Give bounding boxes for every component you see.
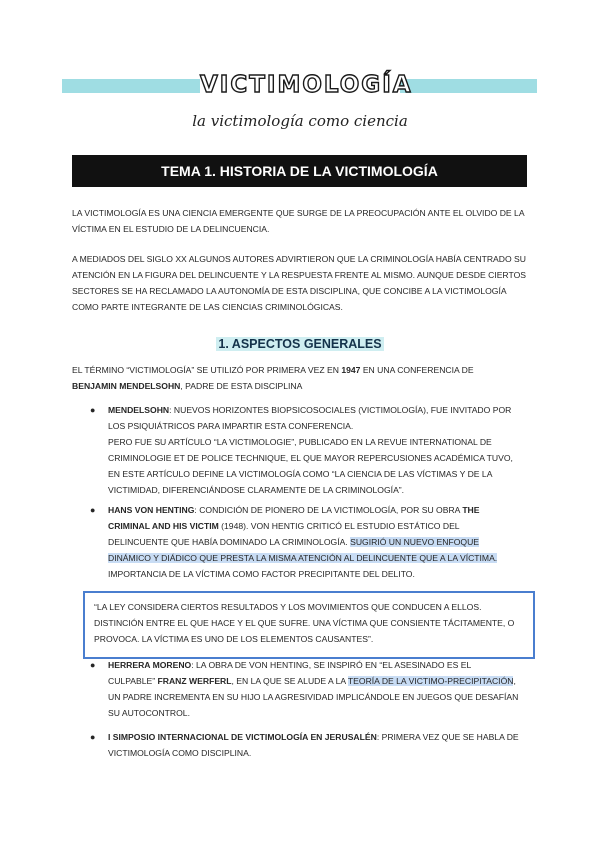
bullet-icon: ●: [90, 660, 96, 670]
section-heading: 1. ASPECTOS GENERALES: [218, 337, 382, 351]
quote-box: “LA LEY CONSIDERA CIERTOS RESULTADOS Y LOS MOVIMIENTOS QUE CONDUCEN A ELLOS. DISTINCIÓN ENTRE EL QUE HACE Y EL QUE SUFRE. UNA VÍCTIMA QUE CONSIENTE TÁCITAMENTE, O PROVOCA. LA VÍCTIMA ES UNO DE LOS ELEMENTOS CAUSANTES”.: [83, 591, 535, 659]
bullet-icon: ●: [90, 505, 96, 515]
bullet-icon: ●: [90, 732, 96, 742]
intro-paragraph-1: LA VICTIMOLOGÍA ES UNA CIENCIA EMERGENTE QUE SURGE DE LA PREOCUPACIÓN ANTE EL OLVIDO DE LA VÍCTIMA EN EL ESTUDIO DE LA DELINCUENCIA.: [72, 208, 525, 234]
tema-heading: TEMA 1. HISTORIA DE LA VICTIMOLOGÍA: [72, 155, 527, 187]
list-item-simposio: ● I SIMPOSIO INTERNACIONAL DE VICTIMOLOGÍA EN JERUSALÉN: PRIMERA VEZ QUE SE HABLA DE VICTIMOLOGÍA COMO DISCIPLINA.: [108, 729, 520, 761]
highlighted-text: SUGIRIÓ UN NUEVO ENFOQUE DINÁMICO Y DIÁDICO QUE PRESTA LA MISMA ATENCIÓN AL DELINCUENTE QUE A LA VÍCTIMA.: [108, 537, 498, 563]
intro-paragraph-2: A MEDIADOS DEL SIGLO XX ALGUNOS AUTORES ADVIRTIERON QUE LA CRIMINOLOGÍA HABÍA CENTRADO SU ATENCIÓN EN LA FIGURA DEL DELINCUENTE Y LA RESPUESTA FRENTE AL MISMO. AUNQUE DESDE CIERTOS SECTORES SE HA RECLAMADO LA AUTONOMÍA DE ESTA DISCIPLINA, QUE CONCIBE A LA VICTIMOLOGÍA COMO PARTE INTEGRANTE DE LAS CIENCIAS CRIMINOLÓGICAS.: [72, 254, 526, 312]
list-item-herrera: ● HERRERA MORENO: LA OBRA DE VON HENTING, SE INSPIRÓ EN “EL ASESINADO ES EL CULPABLE” FRANZ WERFERL, EN LA QUE SE ALUDE A LA TEORÍA DE LA VICTIMO-PRECIPITACIÓN, UN PADRE INCREMENTA EN SU HIJO LA AGRESIVIDAD IMPLICÁNDOLE EN JUEGOS QUE DESAFÍAN SU AUTOCONTROL.: [108, 657, 520, 721]
list-item-mendelsohn: ● MENDELSOHN: NUEVOS HORIZONTES BIOPSICOSOCIALES (VICTIMOLOGÍA), FUE INVITADO POR LOS PSIQUIÁTRICOS PARA IMPARTIR ESTA CONFERENCIA. PERO FUE SU ARTÍCULO “LA VICTIMOLOGIE”, PUBLICADO EN LA REVUE INTERNATIONAL DE CRIMINOLOGIE ET DE POLICE TECHNIQUE, EL QUE MAYOR REPERCUSIONES ACADÉMICA TUVO, EN ESTE ARTÍCULO DEFINE LA VICTIMOLOGÍA COMO “LA CIENCIA DE LAS VÍCTIMAS Y DE LA VICTIMIDAD, DIFERENCIÁNDOSE CLARAMENTE DE LA CRIMINOLOGÍA”.: [108, 402, 520, 498]
section-lead-paragraph: EL TÉRMINO “VICTIMOLOGÍA” SE UTILIZÓ POR PRIMERA VEZ EN 1947 EN UNA CONFERENCIA DE BENJAMIN MENDELSOHN, PADRE DE ESTA DISCIPLINA: [72, 365, 474, 391]
document-subtitle: la victimología como ciencia: [192, 112, 408, 130]
document-title: VICTIMOLOGÍA: [200, 66, 400, 104]
list-item-hentig: ● HANS VON HENTING: CONDICIÓN DE PIONERO DE LA VICTIMOLOGÍA, POR SU OBRA THE CRIMINAL AND HIS VICTIM (1948). VON HENTIG CRITICÓ EL ESTUDIO ESTÁTICO DEL DELINCUENTE QUE HABÍA DOMINADO LA CRIMINOLOGÍA. SUGIRIÓ UN NUEVO ENFOQUE DINÁMICO Y DIÁDICO QUE PRESTA LA MISMA ATENCIÓN AL DELINCUENTE QUE A LA VÍCTIMA. IMPORTANCIA DE LA VÍCTIMA COMO FACTOR PRECIPITANTE DEL DELITO.: [108, 502, 520, 582]
bullet-icon: ●: [90, 405, 96, 415]
highlighted-text: TEORÍA DE LA VICTIMO-PRECIPITACIÓN: [347, 676, 514, 686]
